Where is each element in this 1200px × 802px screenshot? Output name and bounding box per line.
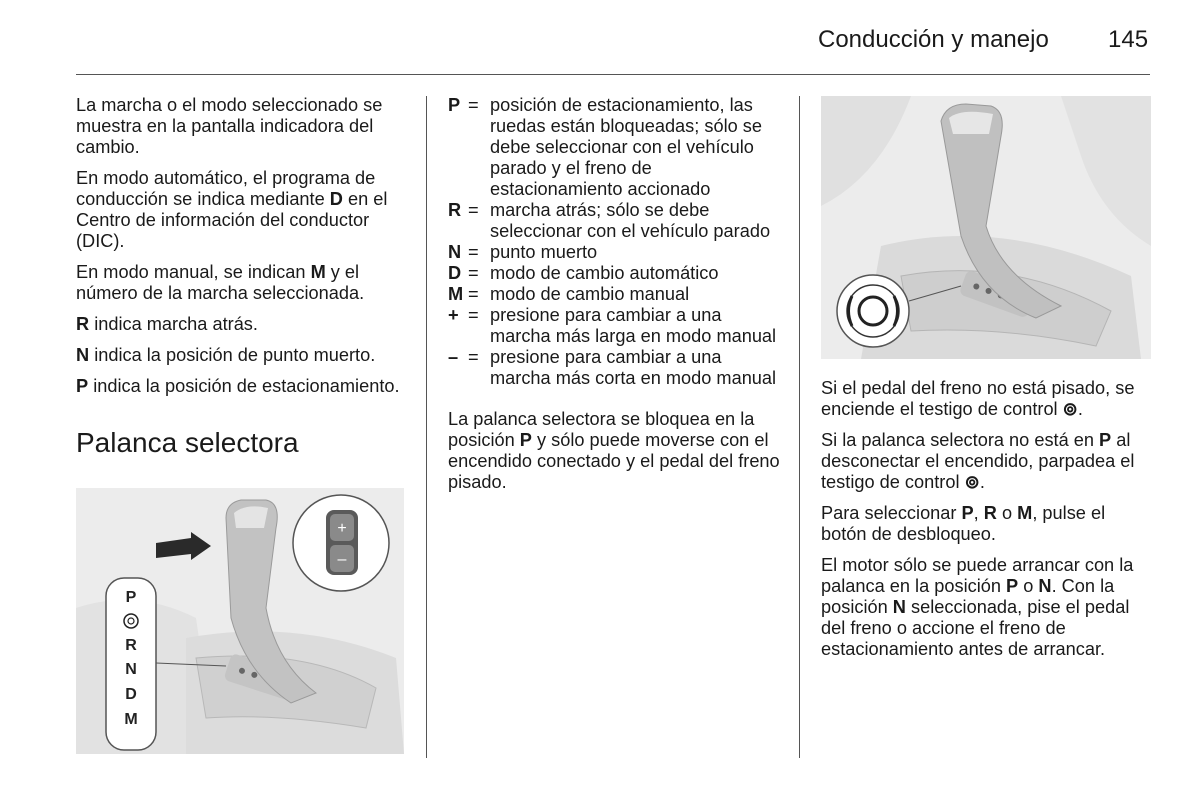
equals-sign: = [468, 284, 479, 304]
text: En modo automático, el programa de conducción se indica mediante [76, 168, 376, 209]
gear-letter: P [76, 376, 89, 396]
paragraph-neutral [76, 345, 410, 366]
section-heading: Palanca selectora [76, 427, 299, 458]
selector-lever-drawing [76, 488, 404, 754]
gear-d: D [125, 686, 137, 703]
gear-letter: P [1006, 576, 1019, 596]
equals-sign: = [468, 263, 479, 283]
gear-letter: P [519, 430, 532, 450]
text: Si la palanca selectora no está en [821, 430, 1100, 450]
text: indica la posición de estacionamiento. [88, 376, 400, 396]
definition-row [448, 242, 780, 263]
paragraph-lever-lock [448, 409, 780, 493]
paragraph-automatic-mode [76, 168, 410, 252]
gear-letter: N [1038, 576, 1052, 596]
gear-letter: M [1017, 503, 1033, 523]
text: , pulse el botón de desbloqueo. [821, 503, 1106, 544]
gear-letter: N [76, 345, 90, 365]
gear-letter: M [310, 262, 326, 282]
text: o [1018, 576, 1039, 596]
gear-r: R [125, 637, 137, 654]
text: El motor sólo se puede arrancar con la palanca en la posición [821, 555, 1134, 596]
text: En modo manual, se indican [76, 262, 311, 282]
selector-lever-illustration [76, 488, 404, 754]
paragraph-gear-display: La marcha o el modo seleccionado se muestra en la pantalla indicadora del cambio. [76, 95, 383, 157]
equals-sign: = [468, 95, 479, 115]
gear-letter: R [76, 314, 90, 334]
definition-value: punto muerto [490, 242, 598, 262]
header-rule [76, 74, 1150, 75]
text: Para seleccionar [821, 503, 962, 523]
definition-row [448, 305, 780, 347]
definition-key: – [448, 347, 459, 367]
equals-sign: = [468, 347, 479, 367]
column-3 [821, 378, 1151, 670]
gear-letter: R [983, 503, 997, 523]
brake-lever-illustration [821, 96, 1151, 359]
definition-value: marcha atrás; sólo se debe seleccionar con el vehículo parado [490, 200, 771, 241]
text: o [996, 503, 1018, 523]
paragraph-park [76, 376, 410, 397]
gear-letter: D [329, 189, 343, 209]
definition-row [448, 263, 780, 284]
equals-sign: = [468, 242, 479, 262]
definition-row [448, 347, 780, 389]
text: y el número de la marcha seleccionada. [76, 262, 365, 303]
minus-label: – [337, 551, 347, 568]
definition-value: modo de cambio automático [490, 263, 719, 283]
paragraph-brake-warning: Si el pedal del freno no está pisado, se enciende el testigo de control ⊚. [821, 378, 1135, 419]
brake-lever-drawing [821, 96, 1151, 359]
brake-warning-icon: ⊚ [1062, 399, 1078, 419]
gear-letter: P [1099, 430, 1112, 450]
text: y sólo puede moverse con el encendido conectado y el pedal del freno pisado. [448, 430, 780, 492]
column-divider-left [426, 96, 427, 758]
paragraph-manual-mode [76, 262, 410, 304]
definition-row [448, 200, 780, 242]
definition-row [448, 95, 780, 200]
definition-value: posición de estacionamiento, las ruedas están bloqueadas; sólo se debe seleccionar con el vehículo parado y el freno de estacionamiento accionado [490, 95, 762, 199]
equals-sign: = [468, 305, 479, 325]
definition-value: presione para cambiar a una marcha más larga en modo manual [490, 305, 777, 346]
brake-warning-icon: ⊚ [964, 472, 980, 492]
text: seleccionada, pise el pedal del freno o accione el freno de estacionamiento antes de arrancar. [821, 597, 1130, 659]
text: al desconectar el encendido, parpadea el testigo de control [821, 430, 1135, 492]
text: , [973, 503, 984, 523]
gear-p: P [125, 589, 137, 606]
gear-letter: N [892, 597, 906, 617]
chapter-title: Conducción y manejo [818, 26, 1049, 53]
text: La palanca selectora se bloquea en la posición [448, 409, 755, 450]
definition-key: N [448, 242, 462, 262]
column-2 [448, 95, 780, 503]
column-divider-right [799, 96, 800, 758]
plus-label: + [337, 520, 347, 537]
gear-n: N [125, 661, 137, 678]
definition-key: + [448, 305, 459, 325]
definition-key: M [448, 284, 464, 304]
definition-value: presione para cambiar a una marcha más corta en modo manual [490, 347, 777, 388]
definition-key: R [448, 200, 462, 220]
text: indica marcha atrás. [89, 314, 258, 334]
paragraph-engine-start [821, 555, 1151, 660]
paragraph-unlock-button [821, 503, 1151, 545]
text: en el Centro de información del conductor (DIC). [76, 189, 388, 251]
text: indica la posición de punto muerto. [89, 345, 376, 365]
gear-letter: P [961, 503, 974, 523]
definition-key: D [448, 263, 462, 283]
column-1 [76, 95, 410, 459]
page-number: 145 [1108, 26, 1149, 53]
gear-definition-list [448, 95, 780, 389]
paragraph-reverse [76, 314, 410, 335]
text: Si el pedal del freno no está pisado, se enciende el testigo de control [821, 378, 1135, 419]
paragraph-flashing-warning: Si la palanca selectora no está en P al desconectar el encendido, parpadea el testigo de control ⊚. [821, 430, 1135, 492]
definition-value: modo de cambio manual [490, 284, 690, 304]
definition-key: P [448, 95, 461, 115]
definition-row [448, 284, 780, 305]
text: . Con la posición [821, 576, 1115, 617]
equals-sign: = [468, 200, 479, 220]
gear-m: M [124, 711, 138, 728]
